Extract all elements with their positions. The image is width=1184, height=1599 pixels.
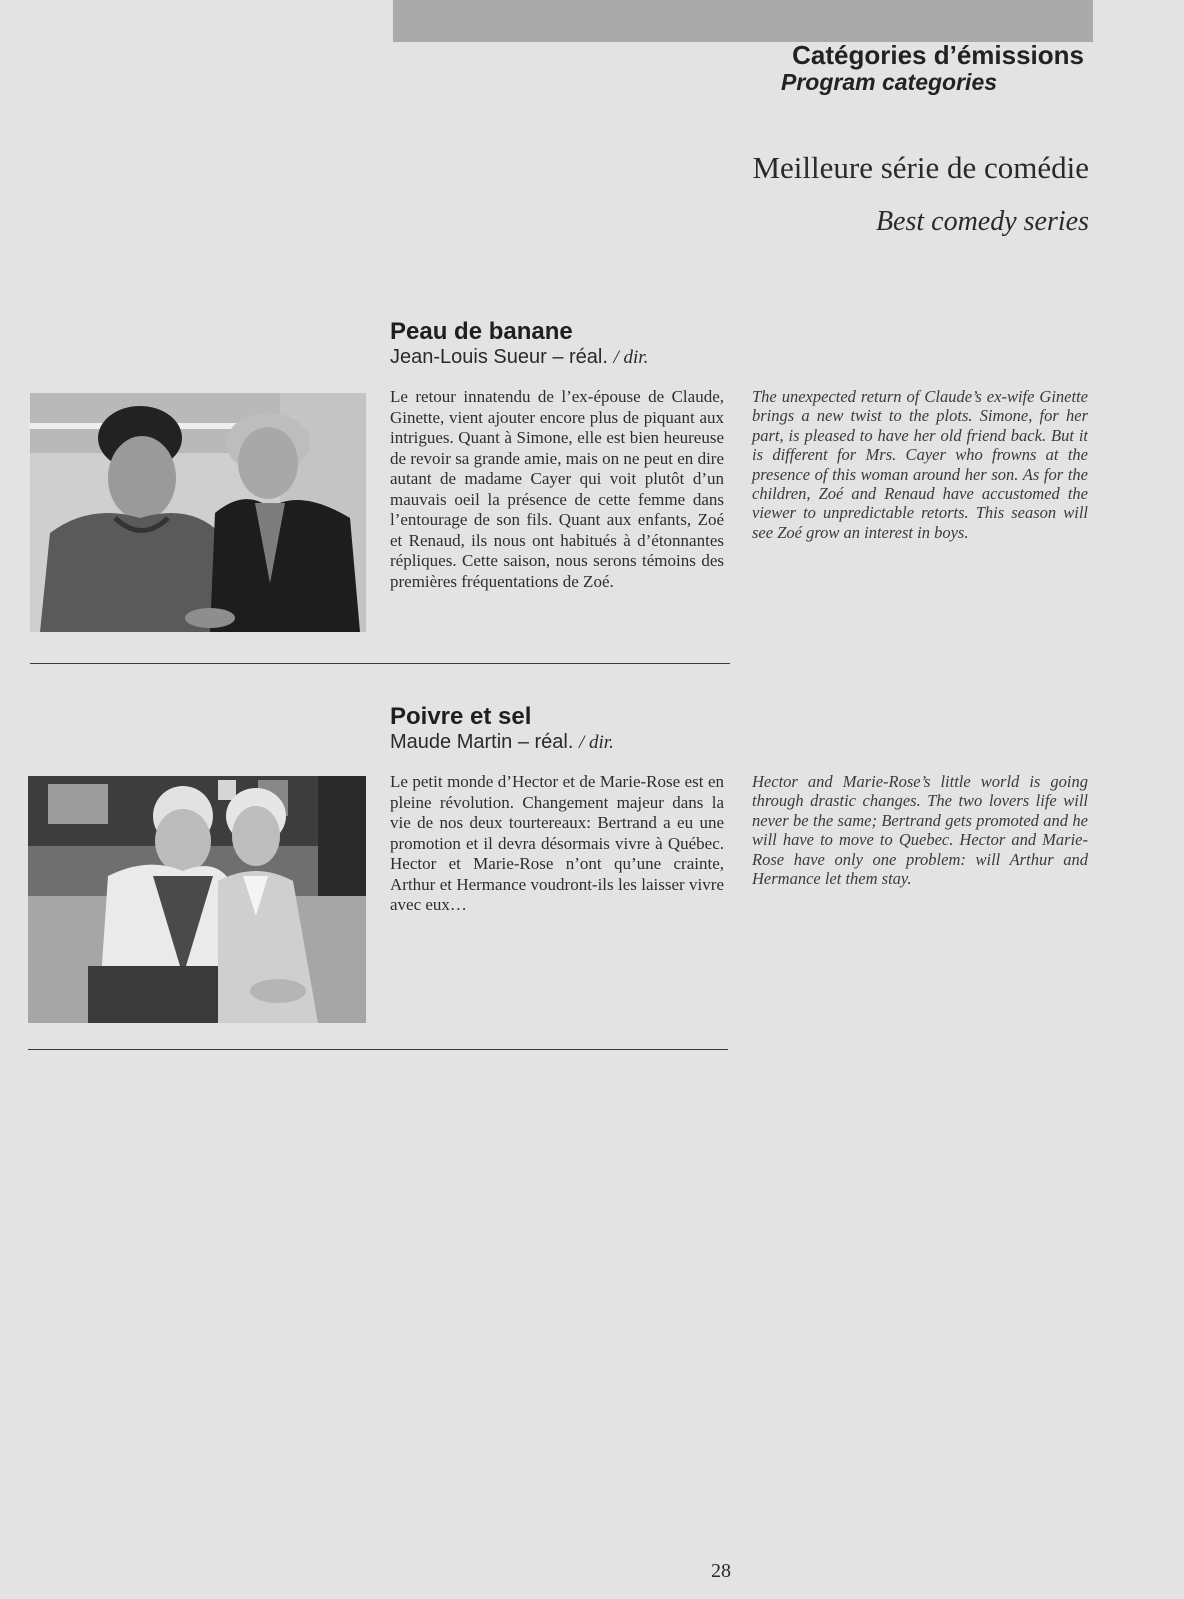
director-role-en: / dir.: [613, 347, 649, 368]
description-en: Hector and Marie-Rose’s little world is going through drastic changes. The two lovers life will never be the same; Bertrand gets promoted and he will have to move to Quebec. Hector and Marie-Rose have only one problem: will Arthur and Hermance let them stay.: [752, 772, 1088, 889]
show-photo: [28, 776, 366, 1023]
award-title-en: Best comedy series: [875, 206, 1089, 237]
show-director: [390, 730, 614, 755]
director-name: Maude Martin – réal.: [390, 731, 574, 753]
show-director: [390, 345, 648, 370]
header-band: [393, 0, 1093, 42]
director-role-en: / dir.: [578, 732, 614, 753]
description-fr: Le retour innatendu de l’ex-épouse de Claude, Ginette, vient ajouter encore plus de piquant aux intrigues. Quant à Simone, elle est bien heureuse de revoir sa grande amie, mais on ne peut en dire autant de madame Cayer qui voit plutôt d’un mauvais oeil la présence de cette femme dans l’entourage de son fils. Quant aux enfants, Zoé et Renaud, ils nous ont habitués à d’étonnantes répliques. Cette saison, nous serons témoins des premières fréquentations de Zoé.: [390, 387, 724, 591]
director-name: Jean-Louis Sueur – réal.: [390, 346, 608, 368]
show-title: Poivre et sel: [390, 703, 532, 730]
photo-poivre-et-sel: [28, 776, 366, 1023]
page-number: 28: [711, 1560, 731, 1582]
photo-peau-de-banane: [30, 393, 366, 632]
category-title-en: Program categories: [781, 69, 998, 95]
description-en: The unexpected return of Claude’s ex-wife Ginette brings a new twist to the plots. Simone, for her part, is pleased to have her old friend back. But it is different for Mrs. Cayer who frowns at the presence of this woman around her son. As for the children, Zoé and Renaud have accustomed the viewer to unpredictable retorts. This season will see Zoé grow an interest in boys.: [752, 387, 1088, 542]
description-fr: Le petit monde d’Hector et de Marie-Rose est en pleine révolution. Changement majeur dans la vie de nos deux tourtereaux: Bertrand a eu une promotion et il devra désormais vivre à Québec. Hector et Marie-Rose n’ont qu’une crainte, Arthur et Hermance voudront-ils les laisser vivre avec eux…: [390, 772, 724, 914]
show-photo: [30, 393, 366, 632]
category-title-fr: Catégories d’émissions: [792, 40, 1084, 70]
show-title: Peau de banane: [390, 318, 573, 345]
section-divider: [30, 663, 730, 664]
award-title-fr: Meilleure série de comédie: [752, 150, 1089, 185]
section-divider: [28, 1049, 728, 1050]
